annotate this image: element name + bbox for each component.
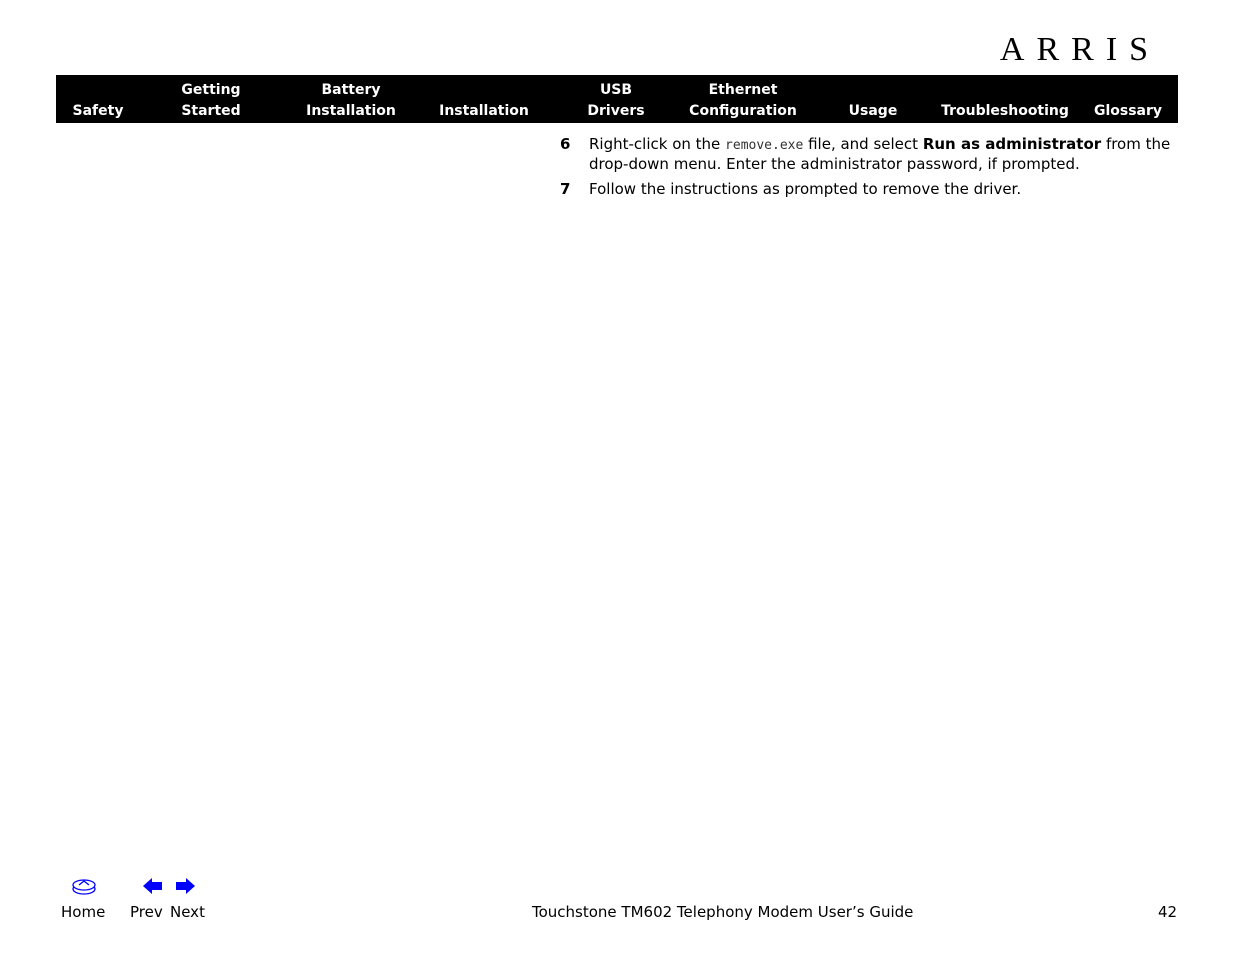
nav-item-line2: Usage — [848, 103, 898, 119]
step-text: from the drop-down menu. Enter the administrator password, if prompted. — [589, 135, 1171, 173]
page-number: 42 — [1158, 903, 1178, 921]
arrow-left-icon[interactable] — [142, 877, 163, 895]
step-text: Right-click on the — [589, 135, 726, 153]
step-item — [560, 135, 1180, 174]
nav-item-line1: Getting — [181, 82, 241, 98]
nav-item-line2: Configuration — [689, 103, 797, 119]
step-item — [560, 180, 1180, 199]
nav-item-line2: Started — [181, 103, 241, 119]
next-link[interactable]: Next — [170, 903, 205, 921]
nav-item-line1: USB — [599, 82, 633, 98]
nav-item-ethernet-configuration[interactable] — [682, 75, 804, 123]
nav-item-line2: Installation — [439, 103, 529, 119]
nav-item-line2: Installation — [306, 103, 396, 119]
nav-item-troubleshooting[interactable] — [934, 75, 1076, 123]
step-number: 7 — [560, 180, 571, 198]
prev-link[interactable]: Prev — [130, 903, 163, 921]
nav-item-safety[interactable] — [56, 75, 140, 123]
step-text: file, and select — [803, 135, 923, 153]
nav-item-glossary[interactable] — [1088, 75, 1168, 123]
svg-text:ARRIS: ARRIS — [999, 31, 1161, 64]
nav-item-line2: Glossary — [1093, 103, 1163, 119]
nav-item-battery-installation[interactable] — [296, 75, 406, 123]
nav-item-usage[interactable] — [838, 75, 908, 123]
step-number: 6 — [560, 135, 571, 153]
nav-item-usb-drivers[interactable] — [576, 75, 656, 123]
nav-item-line2: Safety — [72, 103, 124, 119]
arris-logo — [980, 30, 1180, 64]
chapter-nav-bar — [56, 75, 1178, 123]
home-link[interactable]: Home — [61, 903, 106, 921]
file-name-code: remove.exe — [725, 138, 804, 153]
nav-item-line2: Drivers — [587, 103, 645, 119]
nav-item-line1: Ethernet — [708, 82, 778, 98]
main-content — [560, 135, 1180, 205]
step-text: Follow the instructions as prompted to remove the driver. — [589, 180, 1022, 198]
nav-item-getting-started[interactable] — [166, 75, 256, 123]
home-icon[interactable] — [71, 877, 97, 895]
arrow-right-icon[interactable] — [175, 877, 196, 895]
nav-item-line2: Troubleshooting — [941, 103, 1069, 119]
menu-option-name: Run as administrator — [922, 135, 1102, 153]
nav-item-line1: Battery — [321, 82, 381, 98]
nav-item-installation[interactable] — [430, 75, 538, 123]
document-title: Touchstone TM602 Telephony Modem User’s Guide — [532, 903, 914, 921]
